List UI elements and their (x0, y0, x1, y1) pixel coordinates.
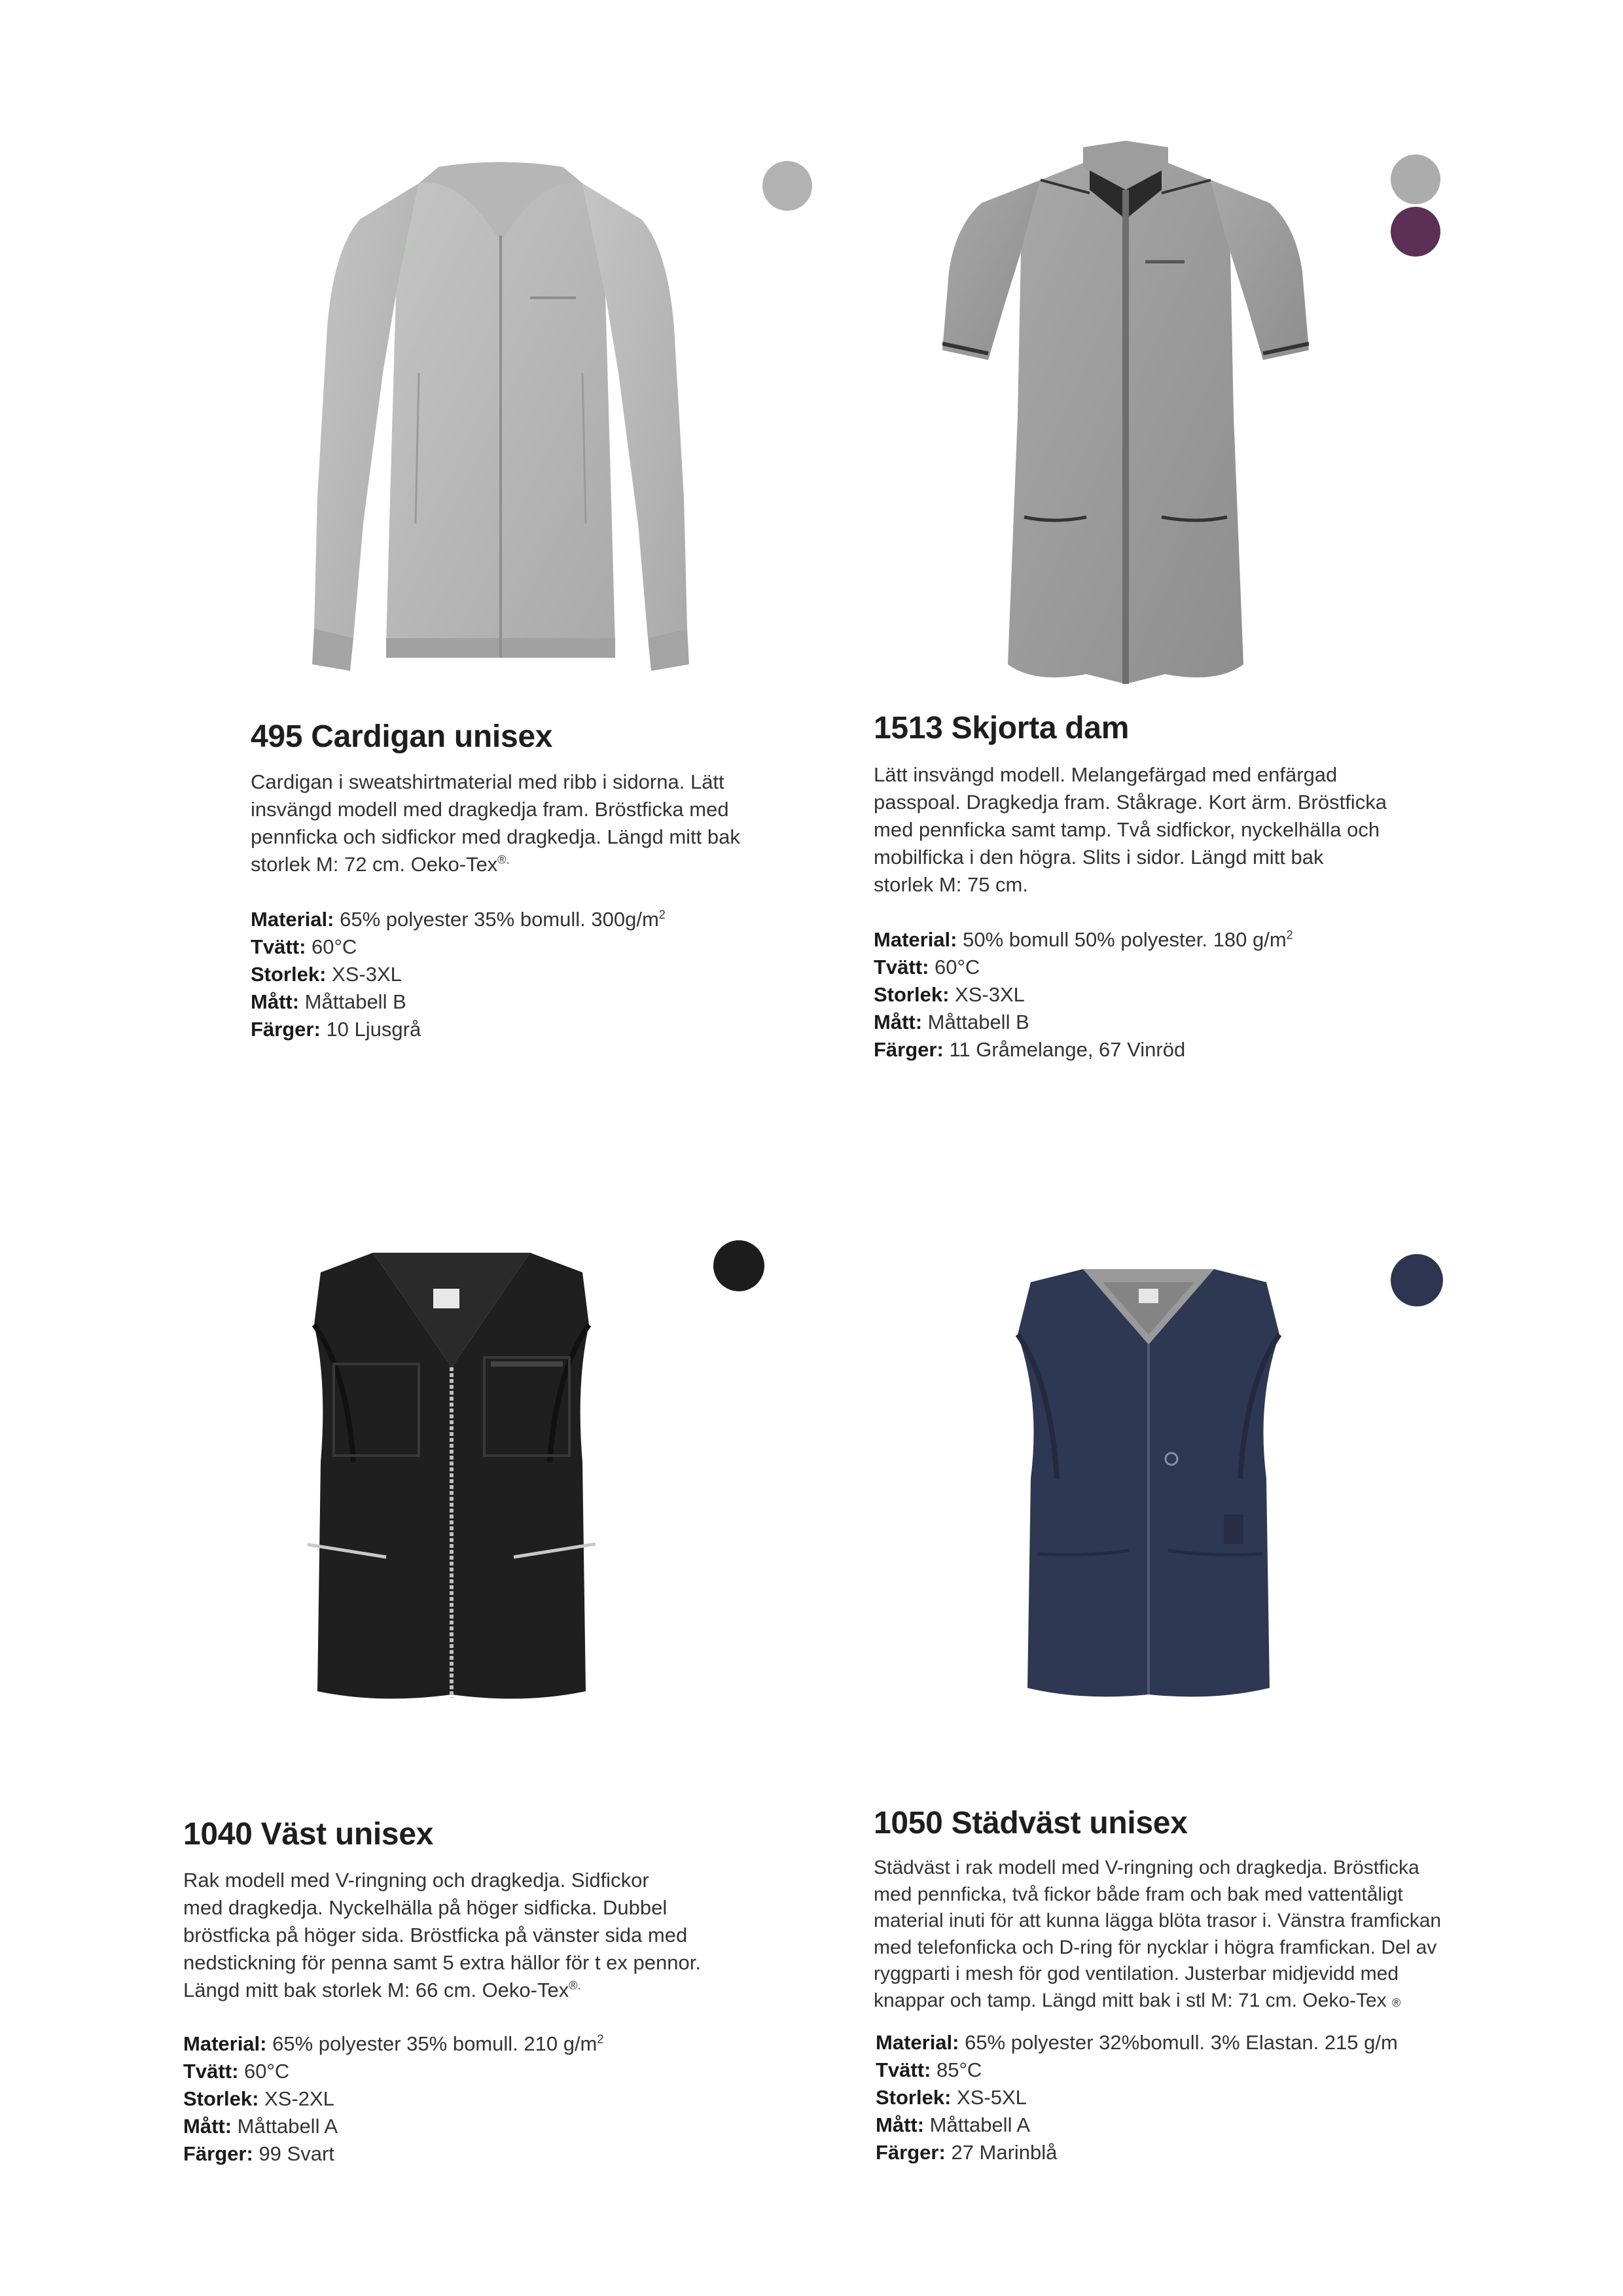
cardigan-icon (298, 157, 704, 674)
spec-measure: Mått: Måttabell B (874, 1011, 1029, 1033)
product-description: Rak modell med V-ringning och dragkedja. Sidfickor med dragkedja. Nyckelhälla på höger sidficka. Dubbel bröstficka på höger sida. Bröstficka på vänster sida med nedstickning för penna samt 5 extra hällor för t ex pennor. Längd mitt bak storlek M: 66 cm. Oeko-Tex®. (183, 1869, 701, 2001)
product-specs (251, 906, 666, 1043)
product-description: Cardigan i sweatshirtmaterial med ribb i sidorna. Lätt insvängd modell med dragkedja fram. Bröstficka med pennficka och sidfickor med dragkedja. Längd mitt bak storlek M: 72 cm. Oeko-Tex®. (251, 770, 740, 876)
spec-wash: Tvätt: 60°C (183, 2060, 290, 2083)
color-swatch-navy[interactable] (1391, 1254, 1443, 1306)
spec-material: Material: 65% polyester 35% bomull. 210 $g/m^2$ (183, 2032, 604, 2055)
product-1040-vast (0, 1148, 812, 2296)
product-1050-stadvast (812, 1148, 1623, 2296)
spec-wash: Tvätt: 85°C (876, 2058, 982, 2081)
spec-size: Storlek: XS-3XL (251, 963, 402, 986)
tunic-icon (942, 141, 1309, 691)
spec-size: Storlek: XS-5XL (876, 2086, 1027, 2109)
spec-measure: Mått: Måttabell B (251, 990, 406, 1013)
color-swatch-light-grey[interactable] (762, 161, 812, 211)
vest-icon (308, 1253, 596, 1704)
spec-wash: Tvätt: 60°C (251, 935, 357, 958)
product-title: 495 Cardigan unisex (251, 719, 553, 754)
spec-material: Material: 50% bomull 50% polyester. 180 $g/m^2$ (874, 928, 1293, 951)
spec-material: Material: 65% polyester 32%bomull. 3% Elastan. 215 g/m (876, 2031, 1398, 2054)
spec-size: Storlek: XS-3XL (874, 983, 1025, 1006)
color-swatch-grey-melange[interactable] (1391, 154, 1440, 204)
product-title: 1050 Städväst unisex (874, 1806, 1188, 1840)
product-specs (874, 926, 1293, 1064)
color-swatch-wine-red[interactable] (1391, 207, 1440, 257)
spec-measure: Mått: Måttabell A (183, 2115, 338, 2138)
color-swatch-black[interactable] (713, 1240, 764, 1291)
spec-material: Material: 65% polyester 35% bomull. $300g/m^2$ (251, 908, 666, 931)
product-description: Lätt insvängd modell. Melangefärgad med enfärgad passpoal. Dragkedja fram. Ståkrage. Kort ärm. Bröstficka med pennficka samt tamp. Två sidfickor, nyckelhälla och mobilficka i den högra. Slits i sidor. Längd mitt bak storlek M: 75 cm. (874, 763, 1387, 896)
spec-colors: Färger: 99 Svart (183, 2142, 334, 2165)
product-title: 1513 Skjorta dam (874, 711, 1130, 745)
product-1513-skjorta (812, 0, 1623, 1113)
product-description: Städväst i rak modell med V-ringning och dragkedja. Bröstficka med pennficka, två fickor både fram och bak med vattentåligt material inuti för att kunna lägga blöta trasor i. Vänstra framfickan med telefonficka och D-ring för nycklar i högra framfickan. Del av ryggparti i mesh för god ventilation. Justerbar midjevidd med knappar och tamp. Längd mitt bak i stl M: 71 cm. Oeko-Tex ® (874, 1857, 1442, 2011)
product-title: 1040 Väst unisex (183, 1817, 434, 1852)
product-specs (183, 2030, 603, 2168)
spec-wash: Tvätt: 60°C (874, 956, 980, 978)
product-specs (876, 2029, 1398, 2166)
spec-colors: Färger: 11 Gråmelange, 67 Vinröd (874, 1038, 1186, 1061)
spec-colors: Färger: 27 Marinblå (876, 2141, 1058, 2164)
spec-size: Storlek: XS-2XL (183, 2087, 334, 2110)
spec-colors: Färger: 10 Ljusgrå (251, 1018, 421, 1041)
cleaning-vest-icon (1005, 1269, 1293, 1708)
product-495-cardigan (0, 0, 812, 1113)
spec-measure: Mått: Måttabell A (876, 2113, 1031, 2136)
